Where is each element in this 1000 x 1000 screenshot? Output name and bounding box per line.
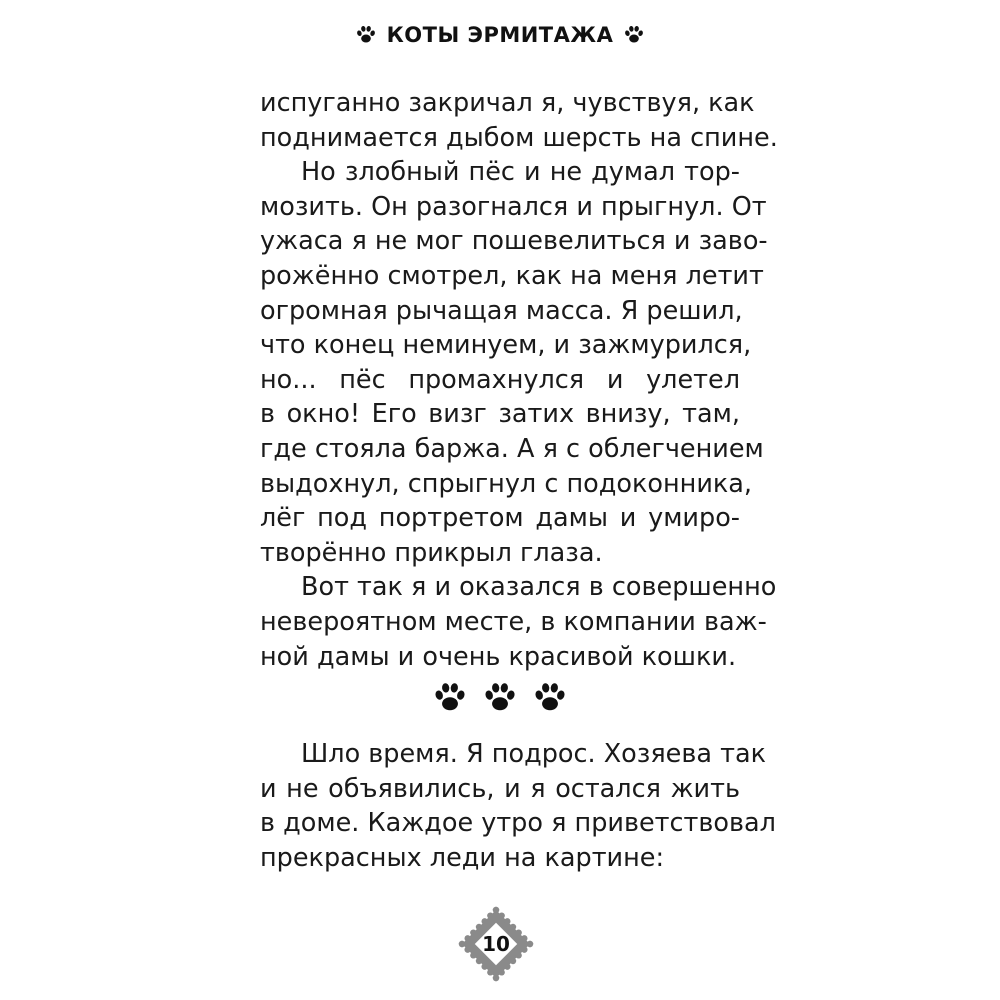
- text-line: мозить. Он разогнался и прыгнул. От: [260, 191, 767, 222]
- section-divider: [0, 680, 1000, 720]
- text-line: Вот так я и оказался в совершенно: [301, 572, 777, 603]
- text-line: ужаса я не мог пошевелиться и заво-: [260, 226, 768, 257]
- body-text-top: [260, 86, 778, 674]
- paw-print-icon: [355, 24, 377, 46]
- text-line: прекрасных леди на картине:: [260, 842, 665, 873]
- paw-print-icon: [532, 680, 568, 716]
- text-line: но... пёс промахнулся и улетел: [260, 364, 740, 395]
- text-line: испуганно закричал я, чувствуя, как: [260, 88, 755, 118]
- book-title: КОТЫ ЭРМИТАЖА: [386, 23, 614, 47]
- page-number-badge: [458, 906, 534, 982]
- paw-print-icon: [623, 24, 645, 46]
- running-header: [0, 15, 1000, 55]
- text-line: в доме. Каждое утро я приветствовал: [260, 808, 776, 839]
- text-line: ной дамы и очень красивой кошки.: [260, 641, 737, 672]
- text-line: в окно! Его визг затих внизу, там,: [260, 399, 740, 430]
- text-line: поднимается дыбом шерсть на спине.: [260, 122, 778, 153]
- text-line: рожённо смотрел, как на меня летит: [260, 260, 764, 291]
- text-line: лёг под портретом дамы и умиро-: [260, 503, 740, 534]
- text-line: творённо прикрыл глаза.: [260, 537, 603, 568]
- text-line: Но злобный пёс и не думал тор-: [301, 157, 740, 188]
- body-text-bottom: [260, 737, 776, 875]
- text-line: Шло время. Я подрос. Хозяева так: [301, 739, 767, 769]
- text-line: где стояла баржа. А я с облегчением: [260, 433, 764, 464]
- paw-print-icon: [482, 680, 518, 716]
- text-line: и не объявились, и я остался жить: [260, 773, 740, 804]
- text-line: невероятном месте, в компании важ-: [260, 606, 767, 637]
- text-line: что конец неминуем, и зажмурился,: [260, 330, 752, 361]
- text-line: огромная рычащая масса. Я решил,: [260, 295, 743, 326]
- text-line: выдохнул, спрыгнул с подоконника,: [260, 468, 753, 499]
- paw-print-icon: [432, 680, 468, 716]
- page-number: 10: [482, 932, 510, 956]
